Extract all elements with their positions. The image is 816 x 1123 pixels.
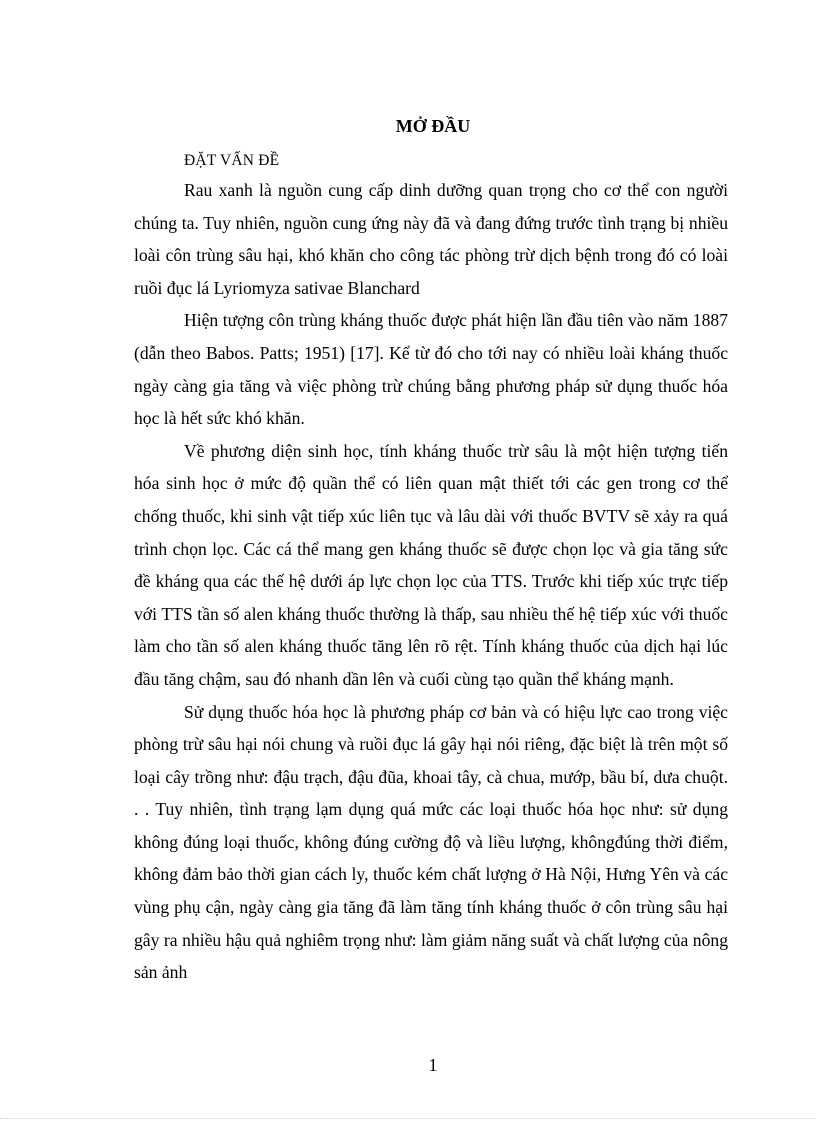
page-divider xyxy=(0,1118,816,1119)
paragraph: Hiện tượng côn trùng kháng thuốc được phát hiện lần đầu tiên vào năm 1887 (dẫn theo Babos. Patts; 1951) [17]. Kể từ đó cho tới nay có nhiều loài kháng thuốc ngày càng gia tăng và việc phòng trừ chúng bằng phương pháp sử dụng thuốc hóa học là hết sức khó khăn. xyxy=(134,310,728,429)
page-number: 1 xyxy=(428,1055,438,1075)
body-text xyxy=(134,174,728,989)
section-heading: ĐẶT VẤN ĐỀ xyxy=(184,152,280,169)
page-title: MỞ ĐẦU xyxy=(395,116,471,136)
paragraph: Sử dụng thuốc hóa học là phương pháp cơ bản và có hiệu lực cao trong việc phòng trừ sâu hại nói chung và ruồi đục lá gây hại nói riêng, đặc biệt là trên một số loại cây trồng như: đậu trạch, đậu đũa, khoai tây, cà chua, mướp, bầu bí, dưa chuột. . . Tuy nhiên, tình trạng lạm dụng quá mức các loại thuốc hóa học như: sử dụng không đúng loại thuốc, không đúng cường độ và liều lượng, khôngđúng thời điểm, không đảm bảo thời gian cách ly, thuốc kém chất lượng ở Hà Nội, Hưng Yên và các vùng phụ cận, ngày càng gia tăng đã làm tăng tính kháng thuốc ở côn trùng sâu hại gây ra nhiều hậu quả nghiêm trọng như: làm giảm năng suất và chất lượng của nông sản ảnh xyxy=(134,701,728,983)
paragraph: Rau xanh là nguồn cung cấp dinh dưỡng quan trọng cho cơ thể con người chúng ta. Tuy nhiên, nguồn cung ứng này đã và đang đứng trước tình trạng bị nhiều loài côn trùng sâu hại, khó khăn cho công tác phòng trừ dịch bệnh trong đó có loài ruồi đục lá Lyriomyza sativae Blanchard xyxy=(134,180,728,298)
paragraph: Về phương diện sinh học, tính kháng thuốc trừ sâu là một hiện tượng tiến hóa sinh học ở mức độ quần thể có liên quan mật thiết tới các gen trong cơ thể chống thuốc, khi sinh vật tiếp xúc liên tục và lâu dài với thuốc BVTV sẽ xảy ra quá trình chọn lọc. Các cá thể mang gen kháng thuốc sẽ được chọn lọc và gia tăng sức đề kháng qua các thế hệ dưới áp lực chọn lọc của TTS. Trước khi tiếp xúc trực tiếp với TTS tần số alen kháng thuốc thường là thấp, sau nhiều thế hệ tiếp xúc với thuốc làm cho tần số alen kháng thuốc tăng lên rõ rệt. Tính kháng thuốc của dịch hại lúc đầu tăng chậm, sau đó nhanh dần lên và cuối cùng tạo quần thể kháng mạnh. xyxy=(134,440,728,689)
